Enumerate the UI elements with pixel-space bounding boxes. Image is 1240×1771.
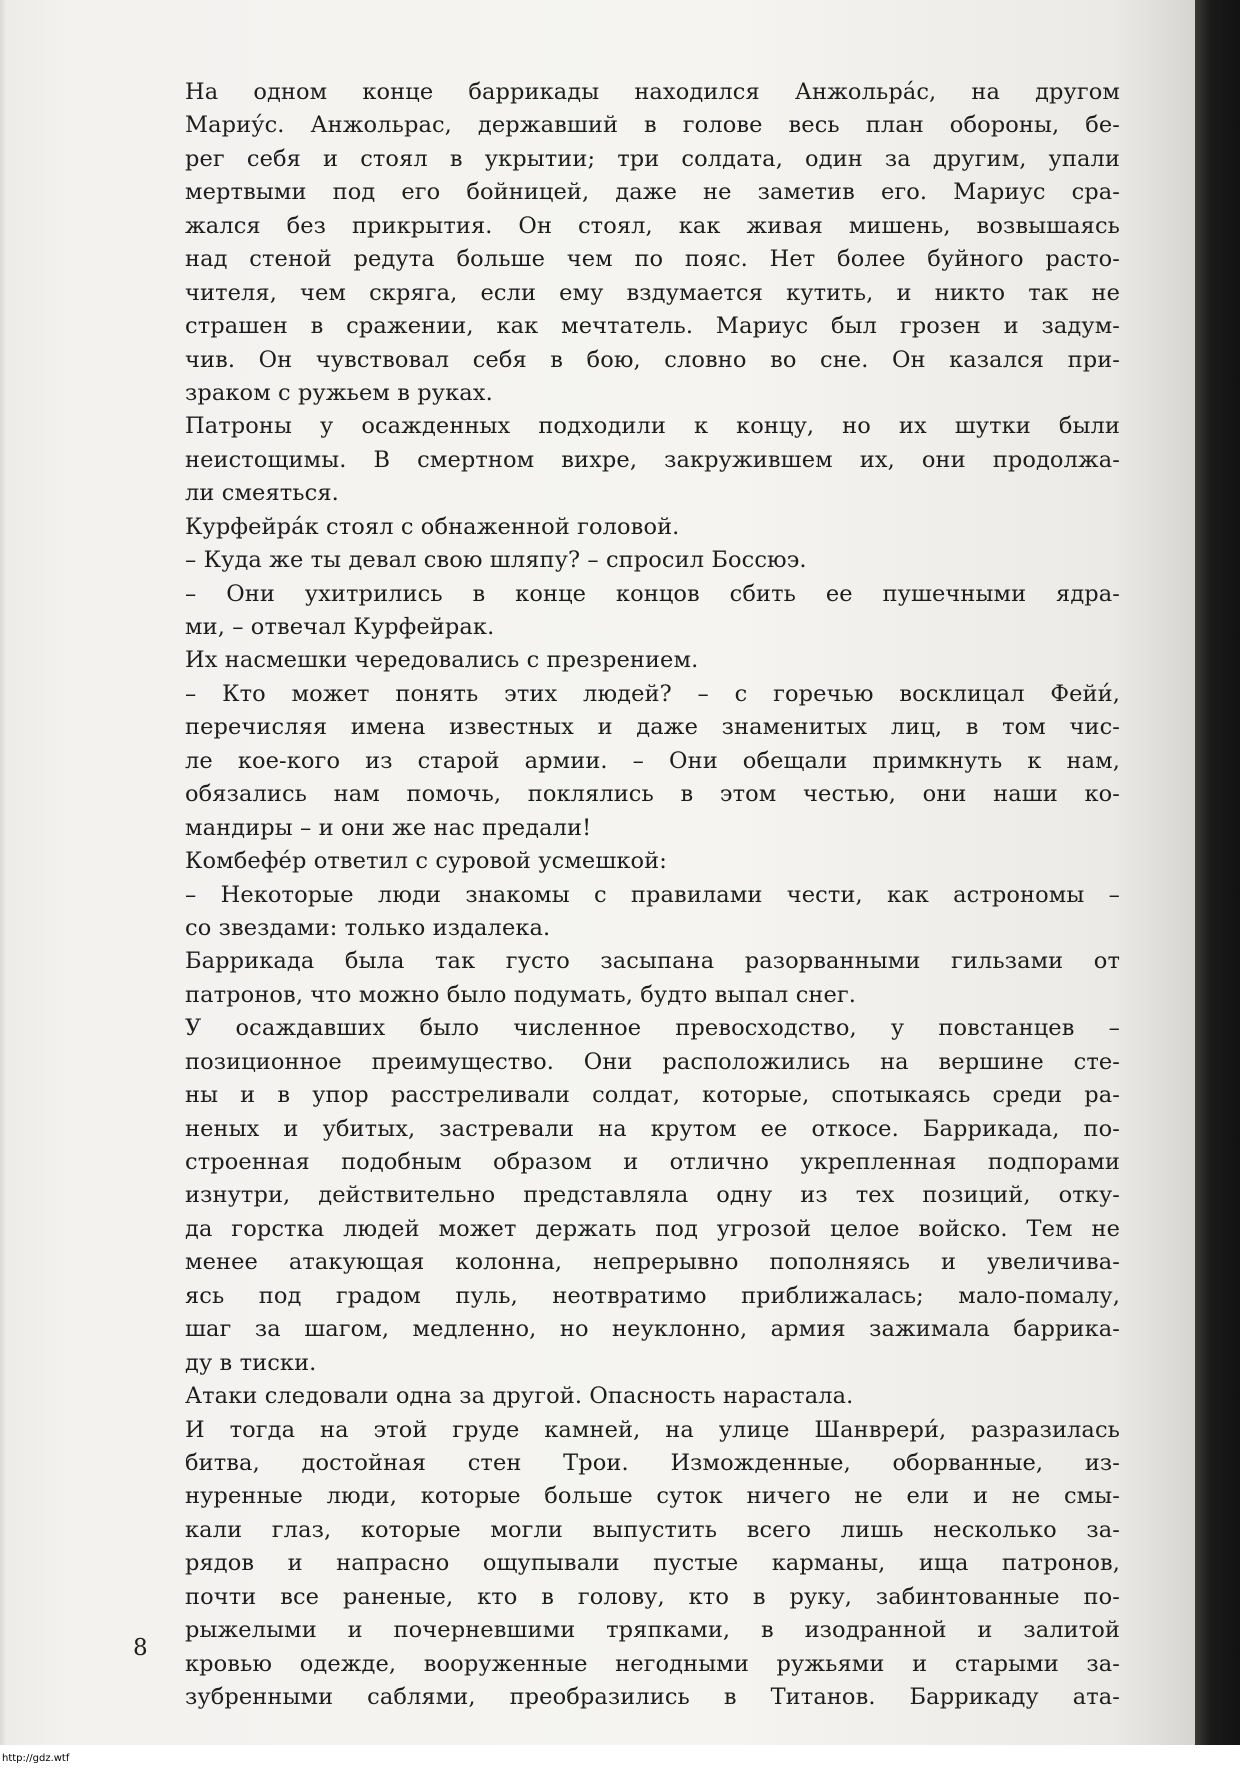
text-line: ясь под градом пуль, неотвратимо приближалась; мало-помалу,: [185, 1282, 1120, 1309]
text-line: обязались нам помочь, поклялись в этом честью, они наши ко-: [185, 781, 1120, 808]
text-line: перечисляя имена известных и даже знаменитых лиц, в том чис-: [185, 714, 1120, 741]
text-line: мертвыми под его бойницей, даже не заметив его. Мариус сра-: [185, 179, 1120, 206]
text-line: ду в тиски.: [185, 1349, 317, 1376]
text-line: менее атакующая колонна, непрерывно пополняясь и увеличива-: [185, 1249, 1120, 1276]
text-line: да горстка людей может держать под угрозой целое войско. Тем не: [185, 1215, 1120, 1242]
text-line: со звездами: только издалека.: [185, 914, 551, 941]
text-line: почти все раненые, кто в голову, кто в руку, забинтованные по-: [185, 1583, 1120, 1610]
text-line: страшен в сражении, как мечтатель. Мариус был грозен и задум-: [185, 313, 1120, 340]
text-line: чив. Он чувствовал себя в бою, словно во сне. Он казался при-: [185, 346, 1120, 373]
text-line: рег себя и стоял в укрытии; три солдата, один за другим, упали: [185, 145, 1120, 172]
text-line: У осаждавших было численное превосходство, у повстанцев –: [185, 1015, 1120, 1042]
source-url: http://gdz.wtf: [2, 1753, 70, 1764]
text-line: рыжелыми и почерневшими тряпками, в изодранной и залитой: [185, 1617, 1120, 1644]
text-line: изнутри, действительно представляла одну из тех позиций, отку-: [185, 1182, 1120, 1209]
text-line: На одном конце баррикады находился Анжольра́с, на другом: [185, 79, 1120, 105]
bottom-margin-strip: [0, 1745, 1240, 1771]
text-line: над стеной редута больше чем по пояс. Нет более буйного расто-: [185, 246, 1120, 273]
text-line: позиционное преимущество. Они расположились на вершине сте-: [185, 1048, 1120, 1075]
text-line: ли смеяться.: [185, 480, 339, 507]
text-line: нуренные люди, которые больше суток ничего не ели и не смы-: [185, 1483, 1120, 1510]
text-line: чителя, чем скряга, если ему вздумается кутить, и никто так не: [185, 279, 1120, 306]
text-line: – Они ухитрились в конце концов сбить ее пушечными ядра-: [185, 580, 1120, 607]
text-line: шаг за шагом, медленно, но неуклонно, армия зажимала баррика-: [185, 1316, 1120, 1343]
text-line: битва, достойная стен Трои. Изможденные, оборванные, из-: [185, 1449, 1120, 1476]
text-line: – Кто может понять этих людей? – с горечью восклицал Фейи́,: [185, 680, 1120, 707]
text-line: ле кое-кого из старой армии. – Они обещали примкнуть к нам,: [185, 747, 1120, 774]
text-line: зраком с ружьем в руках.: [185, 379, 493, 406]
page-number: 8: [133, 1635, 148, 1661]
text-line: патронов, что можно было подумать, будто выпал снег.: [185, 981, 857, 1008]
text-line: неистощимы. В смертном вихре, закружившем их, они продолжа-: [185, 446, 1120, 473]
text-line: рядов и напрасно ощупывали пустые карманы, ища патронов,: [185, 1550, 1120, 1577]
text-line: строенная подобным образом и отлично укрепленная подпорами: [185, 1149, 1120, 1175]
text-line: Патроны у осажденных подходили к концу, но их шутки были: [185, 413, 1120, 440]
text-line: зубренными саблями, преобразились в Титанов. Баррикаду ата-: [185, 1684, 1120, 1710]
text-line: неных и убитых, застревали на крутом ее откосе. Баррикада, по-: [185, 1115, 1120, 1142]
text-line: Их насмешки чередовались с презрением.: [185, 647, 699, 674]
text-line: кали глаз, которые могли выпустить всего лишь несколько за-: [185, 1516, 1120, 1543]
text-line: жался без прикрытия. Он стоял, как живая мишень, возвышаясь: [185, 212, 1120, 239]
text-line: Курфейра́к стоял с обнаженной головой.: [185, 513, 680, 540]
text-line: ны и в упор расстреливали солдат, которые, спотыкаясь среди ра-: [185, 1082, 1120, 1109]
book-spine-shadow: [1195, 0, 1240, 1745]
text-line: Атаки следовали одна за другой. Опасность нарастала.: [185, 1383, 854, 1410]
text-line: – Некоторые люди знакомы с правилами чести, как астрономы –: [185, 881, 1120, 908]
text-line: И тогда на этой груде камней, на улице Шанврери́, разразилась: [185, 1416, 1120, 1443]
text-line: ми, – отвечал Курфейрак.: [185, 614, 495, 640]
page-edge-shadow: [0, 0, 6, 1745]
text-line: кровью одежде, вооруженные негодными ружьями и старыми за-: [185, 1650, 1120, 1677]
text-line: – Куда же ты девал свою шляпу? – спросил Боссюэ.: [185, 547, 807, 574]
text-line: мандиры – и они же нас предали!: [185, 814, 592, 841]
body-text: [185, 76, 1120, 1714]
text-line: Комбефе́р ответил с суровой усмешкой:: [185, 848, 667, 875]
text-line: Мариу́с. Анжольрас, державший в голове весь план обороны, бе-: [185, 112, 1120, 139]
text-line: Баррикада была так густо засыпана разорванными гильзами от: [185, 948, 1120, 975]
